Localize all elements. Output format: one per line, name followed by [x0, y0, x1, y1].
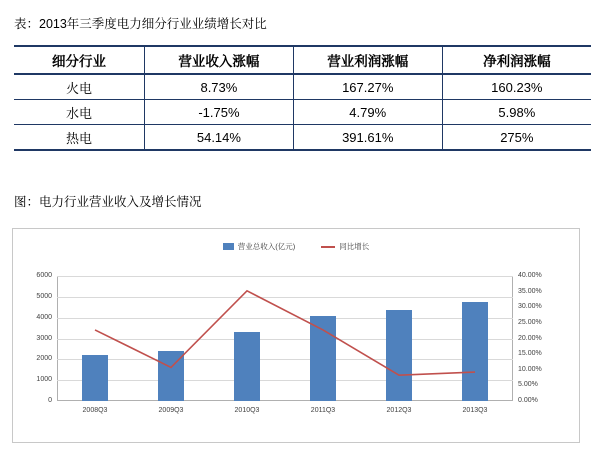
table-cell-net-profit-growth: 275%	[442, 125, 591, 151]
y-axis-right-tick: 35.00%	[518, 287, 542, 295]
table-header-row	[14, 46, 591, 74]
table-cell-operating-profit-growth: 4.79%	[293, 100, 442, 125]
y-axis-right-tick: 0.00%	[518, 397, 538, 404]
table-cell-operating-profit-growth: 391.61%	[293, 125, 442, 151]
legend-line-swatch-icon	[321, 246, 335, 248]
performance-table	[14, 45, 591, 151]
legend-bar-swatch-icon	[223, 243, 234, 250]
table-row	[14, 74, 591, 100]
table-cell-revenue-growth: 8.73%	[145, 74, 294, 100]
legend-item-growth	[321, 241, 369, 252]
table-header-cell-0: 细分行业	[14, 46, 145, 74]
legend-item-revenue	[223, 241, 296, 252]
x-axis-tick: 2013Q3	[462, 407, 488, 414]
x-axis-tick: 2011Q3	[310, 407, 336, 414]
y-axis-left-tick: 5000	[36, 292, 52, 300]
table-cell-net-profit-growth: 160.23%	[442, 74, 591, 100]
y-axis-right-tick: 5.00%	[518, 381, 538, 389]
y-axis-left-tick: 6000	[36, 272, 52, 279]
table-cell-revenue-growth: -1.75%	[145, 100, 294, 125]
chart-line-series	[57, 276, 513, 401]
x-axis-tick: 2010Q3	[234, 407, 260, 414]
table-header-cell-1: 营业收入涨幅	[145, 46, 294, 74]
table-header-cell-3: 净利润涨幅	[442, 46, 591, 74]
y-axis-left-tick: 2000	[36, 355, 52, 363]
chart-plot-area	[57, 276, 513, 401]
x-axis-tick: 2008Q3	[82, 407, 108, 414]
revenue-growth-chart	[12, 228, 580, 443]
legend-label-growth: 同比增长	[339, 242, 370, 251]
table-caption: 表：2013年三季度电力细分行业业绩增长对比	[14, 17, 267, 31]
table-cell-industry: 水电	[14, 100, 145, 125]
y-axis-right-tick: 30.00%	[518, 303, 542, 311]
x-axis-tick: 2012Q3	[386, 407, 412, 414]
y-axis-right-tick: 10.00%	[518, 365, 542, 373]
performance-table-container	[14, 45, 591, 151]
y-axis-right-tick: 20.00%	[518, 334, 542, 342]
y-axis-left-tick: 1000	[36, 376, 52, 384]
legend-label-revenue: 营业总收入(亿元)	[237, 242, 296, 251]
growth-line-path	[95, 291, 475, 375]
x-axis-tick: 2009Q3	[158, 407, 184, 414]
chart-legend	[13, 241, 579, 252]
table-row	[14, 125, 591, 151]
table-cell-industry: 火电	[14, 74, 145, 100]
y-axis-left-tick: 0	[48, 397, 52, 404]
y-axis-right-tick: 25.00%	[518, 318, 542, 326]
table-cell-operating-profit-growth: 167.27%	[293, 74, 442, 100]
table-cell-industry: 热电	[14, 125, 145, 151]
y-axis-right-tick: 40.00%	[518, 272, 542, 279]
table-cell-revenue-growth: 54.14%	[145, 125, 294, 151]
y-axis-right-tick: 15.00%	[518, 350, 542, 358]
table-row	[14, 100, 591, 125]
table-cell-net-profit-growth: 5.98%	[442, 100, 591, 125]
y-axis-left-tick: 3000	[36, 334, 52, 342]
chart-caption: 图：电力行业营业收入及增长情况	[14, 195, 202, 209]
table-header-cell-2: 营业利润涨幅	[293, 46, 442, 74]
y-axis-left-tick: 4000	[36, 313, 52, 321]
